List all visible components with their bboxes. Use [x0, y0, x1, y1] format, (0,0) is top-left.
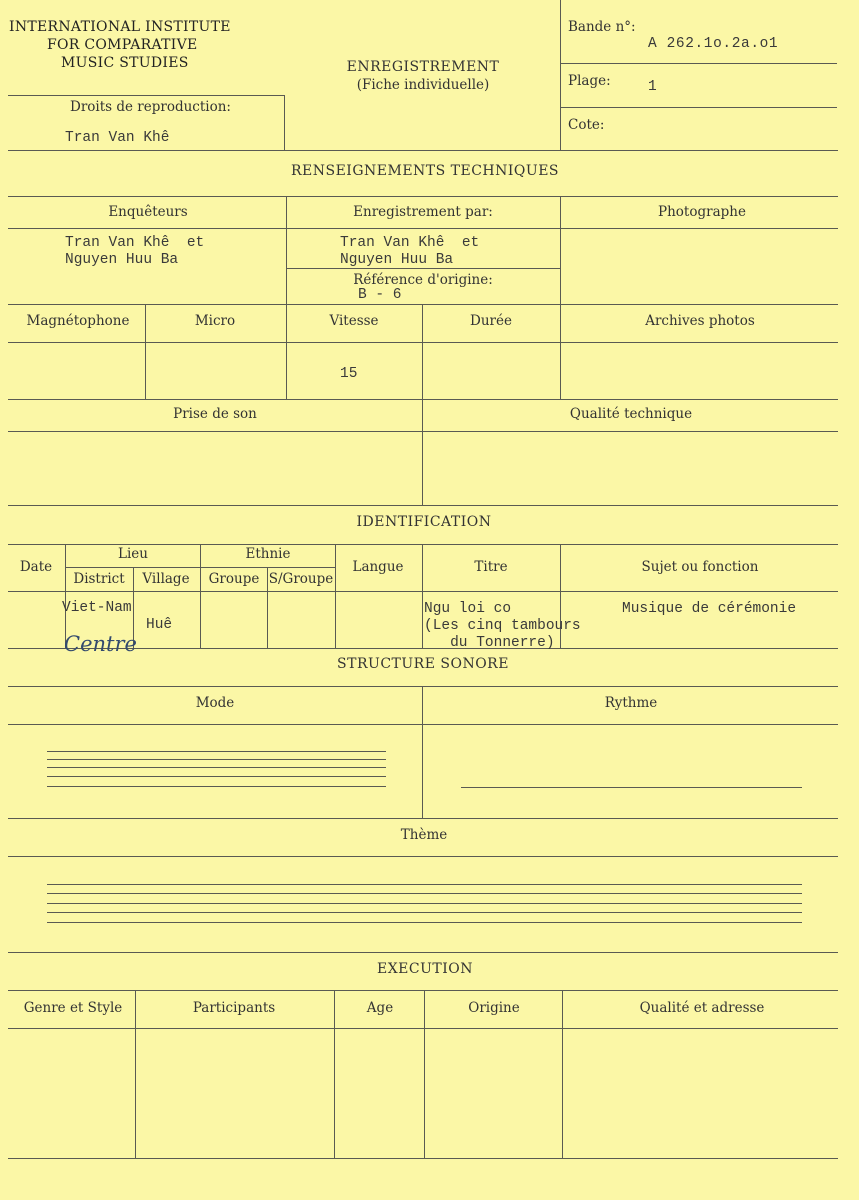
- theme-line-1: [47, 884, 802, 885]
- mode-line-5: [47, 786, 386, 787]
- struct-row-line: [8, 818, 838, 819]
- origine-label: Origine: [468, 1000, 520, 1016]
- rythme-line: [461, 787, 802, 788]
- structure-section-title: STRUCTURE SONORE: [337, 656, 509, 672]
- droits-value: Tran Van Khê: [65, 130, 170, 146]
- prise-de-son-label: Prise de son: [173, 406, 257, 422]
- village-label: Village: [142, 571, 190, 587]
- qualite-adresse-label: Qualité et adresse: [639, 1000, 765, 1016]
- enregistrement-par-value: Tran Van Khê et Nguyen Huu Ba: [340, 235, 480, 268]
- exec-col-1: [135, 990, 136, 1158]
- droits-label: Droits de reproduction:: [70, 99, 231, 115]
- bande-underline: [560, 63, 837, 64]
- theme-label: Thème: [400, 827, 448, 843]
- theme-line-5: [47, 922, 802, 923]
- sujet-fonction-label: Sujet ou fonction: [641, 559, 759, 575]
- enqueteurs-value: Tran Van Khê et Nguyen Huu Ba: [65, 235, 205, 268]
- tech-row-line-4: [8, 431, 838, 432]
- bande-value: A 262.1o.2a.o1: [648, 36, 779, 52]
- tech-col-b: [286, 304, 287, 399]
- mode-line-3: [47, 767, 386, 768]
- ident-title-line: [8, 544, 838, 545]
- exec-col-2: [334, 990, 335, 1158]
- micro-label: Micro: [194, 313, 236, 329]
- ident-col-3: [200, 544, 201, 648]
- tech-col-c: [422, 304, 423, 399]
- langue-label: Langue: [352, 559, 404, 575]
- institute-name-line3: MUSIC STUDIES: [61, 55, 189, 71]
- struct-title-line: [8, 686, 838, 687]
- titre-value: Ngu loi co (Les cinq tambours du Tonnerre): [424, 601, 581, 651]
- tech-bottom-line: [8, 505, 838, 506]
- archives-photos-label: Archives photos: [645, 313, 755, 329]
- district-value: Viet-Nam: [62, 600, 132, 616]
- mode-rythme-divider: [422, 686, 423, 818]
- mode-line-1: [47, 751, 386, 752]
- handwritten-region: Centre: [64, 632, 137, 656]
- duree-label: Durée: [470, 313, 512, 329]
- cote-label: Cote:: [568, 117, 605, 133]
- district-label: District: [73, 571, 125, 587]
- plage-value: 1: [648, 79, 657, 95]
- exec-title-line: [8, 990, 838, 991]
- date-label: Date: [19, 559, 53, 575]
- bande-label: Bande n°:: [568, 19, 636, 35]
- exec-col-3: [424, 990, 425, 1158]
- tech-row-line-3: [8, 399, 838, 400]
- tech-row-line-2: [8, 342, 838, 343]
- participants-label: Participants: [192, 1000, 276, 1016]
- tech-title-line: [8, 196, 838, 197]
- institute-name-line2: FOR COMPARATIVE: [47, 37, 198, 53]
- theme-header-line: [8, 856, 838, 857]
- tech-col-a: [145, 304, 146, 399]
- magnetophone-label: Magnétophone: [26, 313, 130, 329]
- rythme-label: Rythme: [604, 695, 658, 711]
- ident-col-5: [335, 544, 336, 648]
- lieu-label: Lieu: [118, 546, 148, 562]
- theme-line-2: [47, 893, 802, 894]
- titre-label: Titre: [474, 559, 508, 575]
- groupe-label: Groupe: [208, 571, 260, 587]
- theme-line-4: [47, 912, 802, 913]
- village-value: Huê: [146, 617, 173, 633]
- plage-label: Plage:: [568, 73, 611, 89]
- theme-line-3: [47, 903, 802, 904]
- mode-label: Mode: [195, 695, 235, 711]
- enregistrement-par-label: Enregistrement par:: [353, 204, 493, 220]
- prise-qualite-divider: [422, 399, 423, 505]
- droits-right-line: [284, 95, 285, 150]
- exec-col-4: [562, 990, 563, 1158]
- identification-section-title: IDENTIFICATION: [356, 514, 492, 530]
- age-label: Age: [366, 1000, 394, 1016]
- execution-section-title: EXECUTION: [376, 961, 474, 977]
- droits-top-line: [8, 95, 284, 96]
- tech-col-d: [560, 304, 561, 399]
- genre-style-label: Genre et Style: [23, 1000, 123, 1016]
- header-bottom-line: [8, 150, 838, 151]
- header-divider: [560, 0, 561, 150]
- vitesse-value: 15: [340, 366, 358, 382]
- photographe-label: Photographe: [658, 204, 746, 220]
- reference-value: B - 6: [358, 287, 402, 303]
- institute-name-line1: INTERNATIONAL INSTITUTE: [9, 19, 231, 35]
- tech-col-divider-2: [560, 196, 561, 304]
- struct-header-line: [8, 724, 838, 725]
- mode-line-2: [47, 759, 386, 760]
- plage-underline: [560, 107, 837, 108]
- form-title: ENREGISTREMENT: [346, 59, 500, 75]
- tech-header-line: [8, 228, 838, 229]
- sgroupe-label: S/Groupe: [268, 571, 334, 587]
- mode-line-4: [47, 776, 386, 777]
- ethnie-label: Ethnie: [245, 546, 291, 562]
- form-subtitle: (Fiche individuelle): [356, 77, 490, 93]
- enqueteurs-label: Enquêteurs: [108, 204, 188, 220]
- tech-row-line-1: [8, 304, 838, 305]
- exec-header-line: [8, 1028, 838, 1029]
- reference-label: Référence d'origine:: [353, 272, 493, 288]
- qualite-technique-label: Qualité technique: [569, 406, 693, 422]
- technique-section-title: RENSEIGNEMENTS TECHNIQUES: [290, 163, 560, 179]
- struct-bottom-line: [8, 952, 838, 953]
- vitesse-label: Vitesse: [329, 313, 379, 329]
- exec-bottom-line: [8, 1158, 838, 1159]
- ident-col-6: [422, 544, 423, 648]
- sujet-value: Musique de cérémonie: [622, 601, 797, 617]
- tech-col-divider-1: [286, 196, 287, 304]
